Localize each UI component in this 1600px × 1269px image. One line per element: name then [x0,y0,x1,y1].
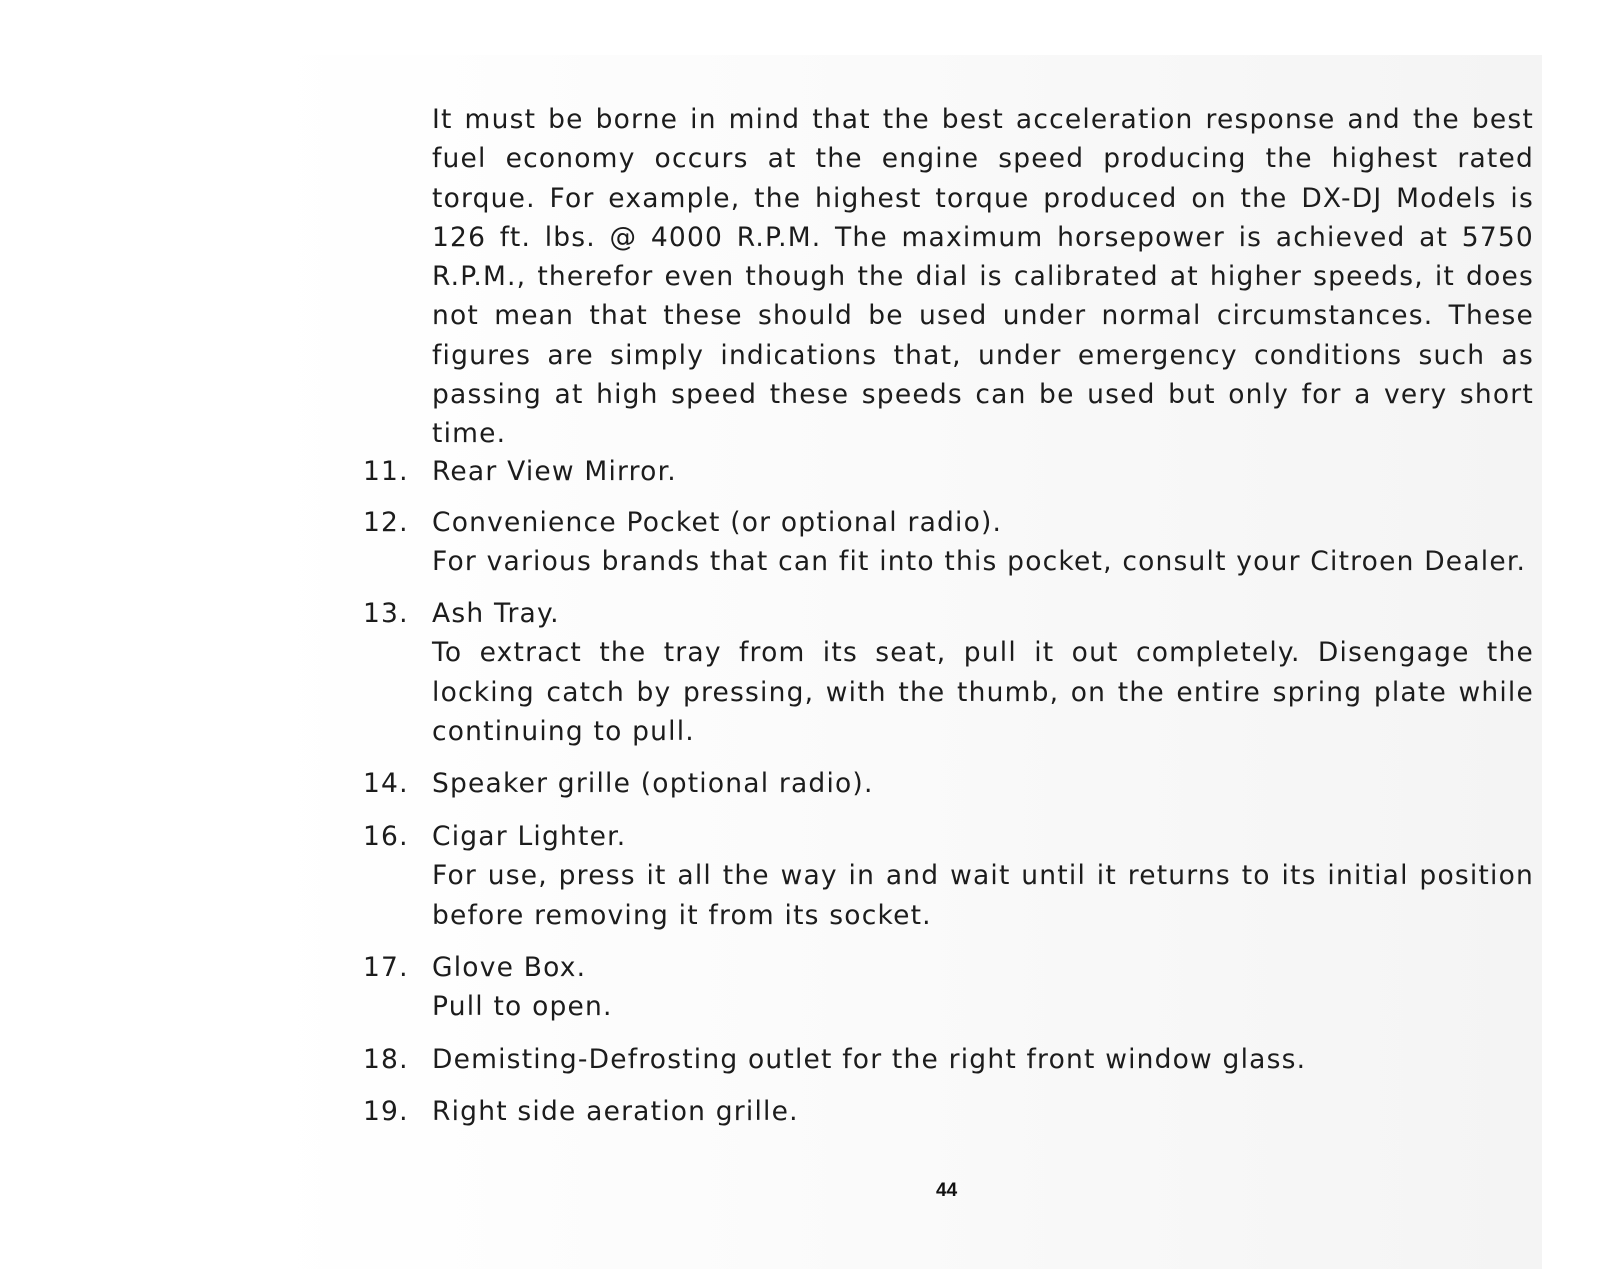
item-number: 12. [363,507,409,538]
item-label: Ash Tray. [432,598,560,629]
intro-paragraph: It must be borne in mind that the best acceleration response and the best fuel economy occurs at the engine speed producing the highest rated torque. For example, the highest torque produced on the DX-DJ Models is 126 ft. lbs. @ 4000 R.P.M. The maximum horsepower is achieved at 5750 R.P.M., therefor even though the dial is calibrated at higher speeds, it does not mean that these should be used under normal circumstances. These figures are simply indications that, under emergency conditions such as passing at high speed these speeds can be used but only for a very short time. [432,104,1534,450]
item-label: Demisting-Defrosting outlet for the right front window glass. [432,1044,1307,1075]
item-label: Convenience Pocket (or optional radio). [432,507,1003,538]
item-label: Speaker grille (optional radio). [432,768,874,799]
item-description: For use, press it all the way in and wait until it returns to its initial position before removing it from its socket. [432,860,1534,931]
item-number: 14. [363,768,409,799]
page-number: 44 [936,1180,958,1201]
item-description: For various brands that can fit into this pocket, consult your Citroen Dealer. [432,546,1527,578]
item-label: Glove Box. [432,952,587,983]
item-label: Right side aeration grille. [432,1096,799,1127]
item-number: 13. [363,598,409,629]
item-number: 11. [363,456,409,487]
item-number: 19. [363,1096,409,1127]
item-number: 18. [363,1044,409,1075]
item-label: Cigar Lighter. [432,821,627,852]
item-number: 16. [363,821,409,852]
item-description: Pull to open. [432,991,613,1023]
item-description: To extract the tray from its seat, pull it out completely. Disengage the locking catch by pressing, with the thumb, on the entire spring plate while continuing to pull. [432,637,1534,747]
item-label: Rear View Mirror. [432,456,677,487]
item-number: 17. [363,952,409,983]
